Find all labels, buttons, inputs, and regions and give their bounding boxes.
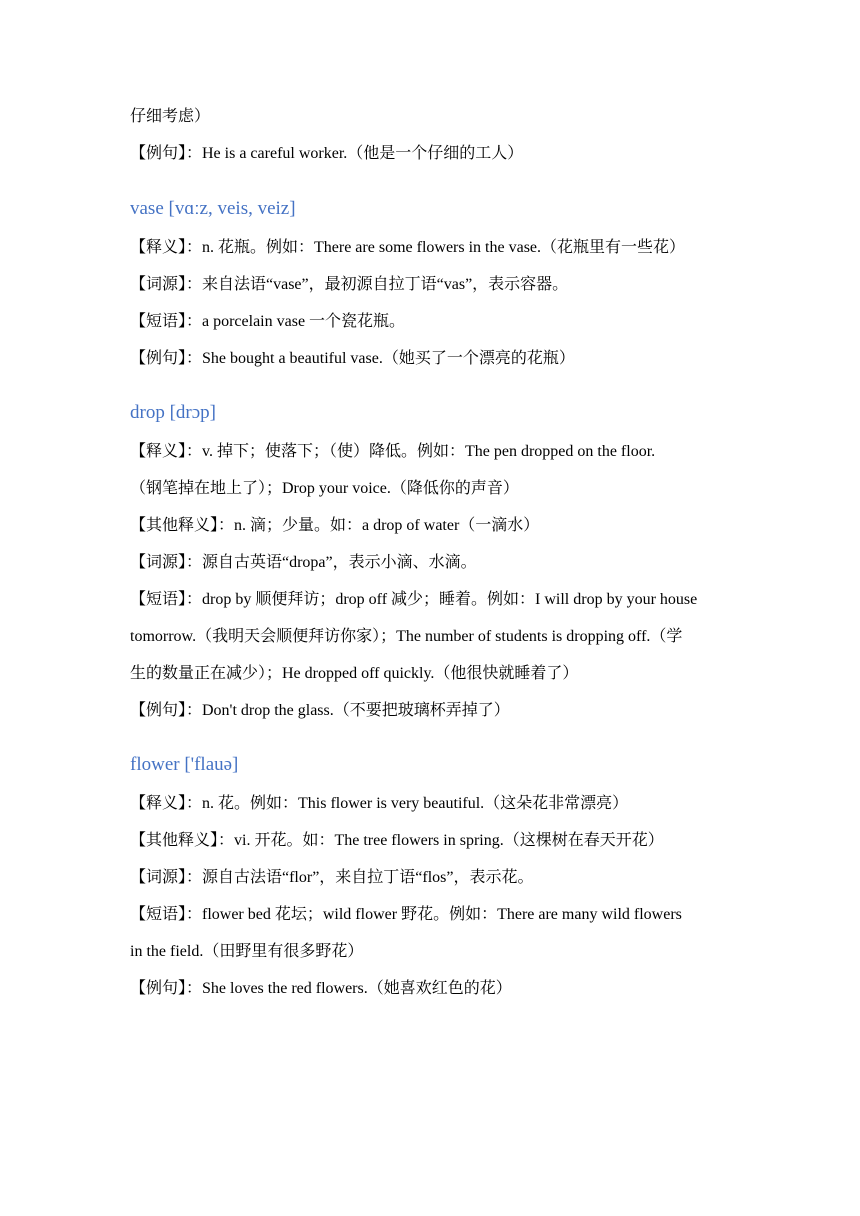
headword-flower: flower ['flauə]	[130, 754, 239, 775]
drop-phrases-cont2: 生的数量正在减少）；He dropped off quickly.（他很快就睡着了）	[130, 665, 579, 682]
drop-phrases: 【短语】：drop by 顺便拜访；drop off 减少；睡着。例如：I will drop by your house	[130, 591, 698, 608]
flower-meaning: 【释义】：n. 花。例如：This flower is very beautiful.（这朵花非常漂亮）	[130, 795, 629, 812]
flower-example: 【例句】：She loves the red flowers.（她喜欢红色的花）	[130, 980, 512, 997]
drop-meaning-cont: （钢笔掉在地上了）；Drop your voice.（降低你的声音）	[130, 480, 519, 497]
vase-phrases: 【短语】：a porcelain vase 一个瓷花瓶。	[130, 313, 406, 330]
drop-meaning: 【释义】：v. 掉下；使落下；（使）降低。例如：The pen dropped on the floor.	[130, 443, 656, 460]
fragment-line: 仔细考虑）	[130, 108, 211, 125]
fragment-example: 【例句】：He is a careful worker.（他是一个仔细的工人）	[130, 145, 524, 162]
flower-phrases-cont: in the field.（田野里有很多野花）	[130, 943, 364, 960]
flower-phrases: 【短语】：flower bed 花坛；wild flower 野花。例如：There are many wild flowers	[130, 906, 682, 923]
vase-etymology: 【词源】：来自法语“vase”，最初源自拉丁语“vas”，表示容器。	[130, 276, 569, 293]
drop-etymology: 【词源】：源自古英语“dropa”，表示小滴、水滴。	[130, 554, 477, 571]
dictionary-content	[130, 98, 735, 1007]
drop-other-meaning: 【其他释义】：n. 滴；少量。如：a drop of water（一滴水）	[130, 517, 540, 534]
headword-vase: vase [vɑːz, veis, veiz]	[130, 198, 296, 219]
drop-example: 【例句】：Don't drop the glass.（不要把玻璃杯弄掉了）	[130, 702, 510, 719]
headword-drop: drop [drɔp]	[130, 402, 216, 423]
vase-example: 【例句】：She bought a beautiful vase.（她买了一个漂亮的花瓶）	[130, 350, 575, 367]
drop-phrases-cont1: tomorrow.（我明天会顺便拜访你家）；The number of students is dropping off.（学	[130, 628, 683, 645]
flower-other-meaning: 【其他释义】：vi. 开花。如：The tree flowers in spring.（这棵树在春天开花）	[130, 832, 664, 849]
flower-etymology: 【词源】：源自古法语“flor”，来自拉丁语“flos”，表示花。	[130, 869, 534, 886]
vase-meaning: 【释义】：n. 花瓶。例如：There are some flowers in the vase.（花瓶里有一些花）	[130, 239, 686, 256]
